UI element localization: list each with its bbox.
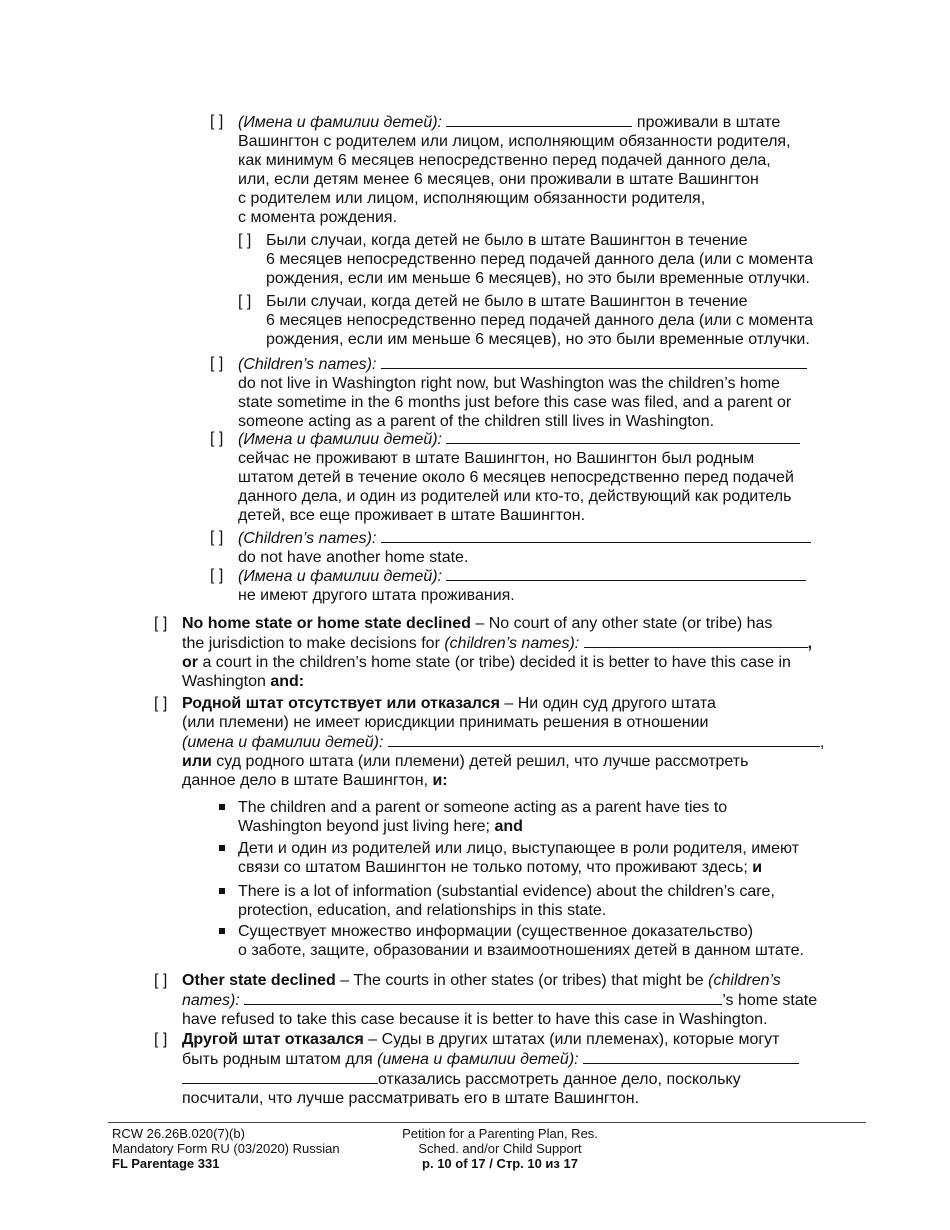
children-names-field[interactable] — [446, 429, 800, 444]
children-names-label: (children’s names): — [444, 635, 580, 652]
children-names-label: (Children’s names): — [238, 356, 377, 373]
checkbox-no-home-state-ru[interactable]: [ ] — [154, 695, 168, 712]
checkbox-no-other-home-state-ru[interactable]: [ ] — [210, 567, 224, 584]
children-names-field[interactable] — [446, 566, 806, 581]
section-title: Other state declined — [182, 972, 336, 989]
footer-form-title: Petition for a Parenting Plan, Res. — [402, 1126, 598, 1141]
no-other-home-state-ru-block: (Имена и фамилии детей): не имеют другого штата проживания. — [238, 566, 806, 605]
temporary-absence-2-block: Были случаи, когда детей не было в штате Вашингтон в течение 6 месяцев непосредственно перед подачей данного дела (или с момента рождения, если им меньше 6 месяцев), но это были временные отлучки. — [266, 293, 813, 348]
checkbox-former-home-state-en[interactable]: [ ] — [210, 355, 224, 372]
footer-page-number: p. 10 of 17 / Стр. 10 из 17 — [422, 1156, 578, 1171]
checkbox-former-home-state-ru[interactable]: [ ] — [210, 430, 224, 447]
children-names-label: (Имена и фамилии детей): — [238, 114, 442, 131]
children-names-label: (имена и фамилии детей): — [182, 734, 384, 751]
footer-form-number: FL Parentage 331 — [112, 1156, 220, 1171]
checkbox-other-state-ru[interactable]: [ ] — [154, 1031, 168, 1048]
bullet-icon — [219, 845, 225, 851]
children-names-label: names): — [182, 992, 240, 1009]
children-names-field[interactable] — [244, 990, 722, 1005]
children-names-label: (Имена и фамилии детей): — [238, 568, 442, 585]
no-other-home-state-en-block: (Children’s names): do not have another home state. — [238, 528, 811, 567]
children-names-label: (Имена и фамилии детей): — [238, 431, 442, 448]
footer-divider — [108, 1122, 866, 1123]
footer-statute: RCW 26.26B.020(7)(b) — [112, 1126, 245, 1141]
bullet-ties-ru: Дети и один из родителей или лицо, выступающее в роли родителя, имеют связи со штатом Вашингтон не только потому, что проживают здесь; и — [238, 840, 800, 876]
bullet-icon — [219, 928, 225, 934]
bullet-ties-en: The children and a parent or someone acting as a parent have ties to Washington beyond just living here; and — [238, 799, 728, 835]
bullet-evidence-ru: Существует множество информации (существенное доказательство) о заботе, защите, образовании и взаимоотношениях детей в данном штате. — [238, 923, 804, 959]
bullet-icon — [219, 888, 225, 894]
checkbox-temporary-absence-1[interactable]: [ ] — [238, 232, 252, 249]
checkbox-no-home-state-en[interactable]: [ ] — [154, 615, 168, 632]
no-home-state-en-block: No home state or home state declined – No court of any other state (or tribe) has the jurisdiction to make decisions for (children’s names): , or a court in the children’s home state (or tribe) decided it is better to have this case in Washington and: — [182, 615, 813, 690]
children-names-field[interactable] — [583, 1049, 799, 1064]
other-state-en-block: Other state declined – The courts in other states (or tribes) that might be (children’s names): ’s home state have refused to take this case because it is better to have this case in Washington. — [182, 972, 818, 1028]
bullet-icon — [219, 804, 225, 810]
children-names-field[interactable] — [584, 633, 808, 648]
checkbox-other-state-en[interactable]: [ ] — [154, 972, 168, 989]
children-names-field[interactable] — [446, 112, 632, 127]
footer-form-id: Mandatory Form RU (03/2020) Russian — [112, 1141, 340, 1156]
section-title: Другой штат отказался — [182, 1031, 364, 1048]
no-home-state-ru-block: Родной штат отсутствует или отказался – Ни один суд другого штата (или племени) не имеет юрисдикции принимать решения в отношении (имена и фамилии детей): , или суд родного штата (или племени) детей решил, что лучше рассмотреть данное дело в штате Вашингтон, и: — [182, 695, 825, 789]
checkbox-no-other-home-state-en[interactable]: [ ] — [210, 529, 224, 546]
checkbox-home-state-ru[interactable]: [ ] — [210, 113, 224, 130]
checkbox-temporary-absence-2[interactable]: [ ] — [238, 293, 252, 310]
footer-center — [388, 1126, 612, 1171]
children-names-label: (имена и фамилии детей): — [377, 1051, 579, 1068]
children-names-field[interactable] — [381, 528, 811, 543]
footer-form-subtitle: Sched. and/or Child Support — [418, 1141, 582, 1156]
home-state-ru-block: (Имена и фамилии детей): проживали в штате Вашингтон с родителем или лицом, исполняющим обязанности родителя, как минимум 6 месяцев непосредственно перед подачей данного дела, или, если детям менее 6 месяцев, они проживали в штате Вашингтон с родителем или лицом, исполняющим обязанности родителя, с момента рождения. — [238, 114, 791, 226]
temporary-absence-1-block: Были случаи, когда детей не было в штате Вашингтон в течение 6 месяцев непосредственно перед подачей данного дела (или с момента рождения, если им меньше 6 месяцев), но это были временные отлучки. — [266, 232, 813, 287]
section-title: Родной штат отсутствует или отказался — [182, 695, 500, 712]
children-names-label: (Children’s names): — [238, 530, 377, 547]
children-names-field[interactable] — [381, 354, 807, 369]
footer-left — [112, 1126, 340, 1171]
children-names-field[interactable] — [388, 732, 820, 747]
children-names-field-continued[interactable] — [182, 1069, 378, 1084]
other-state-ru-block: Другой штат отказался – Суды в других штатах (или племенах), которые могут быть родным штатом для (имена и фамилии детей): отказались рассмотреть данное дело, поскольку посчитали, что лучше рассматривать его в штате Вашингтон. — [182, 1030, 799, 1108]
section-title: No home state or home state declined — [182, 615, 471, 632]
former-home-state-ru-block: (Имена и фамилии детей): сейчас не проживают в штате Вашингтон, но Вашингтон был родным штатом детей в течение около 6 месяцев непосредственно перед подачей данного дела, и один из родителей или кто-то, действующий как родитель детей, все еще проживает в штате Вашингтон. — [238, 429, 800, 525]
bullet-evidence-en: There is a lot of information (substantial evidence) about the children’s care, protection, education, and relationships in this state. — [238, 883, 775, 919]
former-home-state-en-block: (Children’s names): do not live in Washington right now, but Washington was the children’s home state sometime in the 6 months just before this case was filed, and a parent or someone acting as a parent of the children still lives in Washington. — [238, 354, 807, 431]
